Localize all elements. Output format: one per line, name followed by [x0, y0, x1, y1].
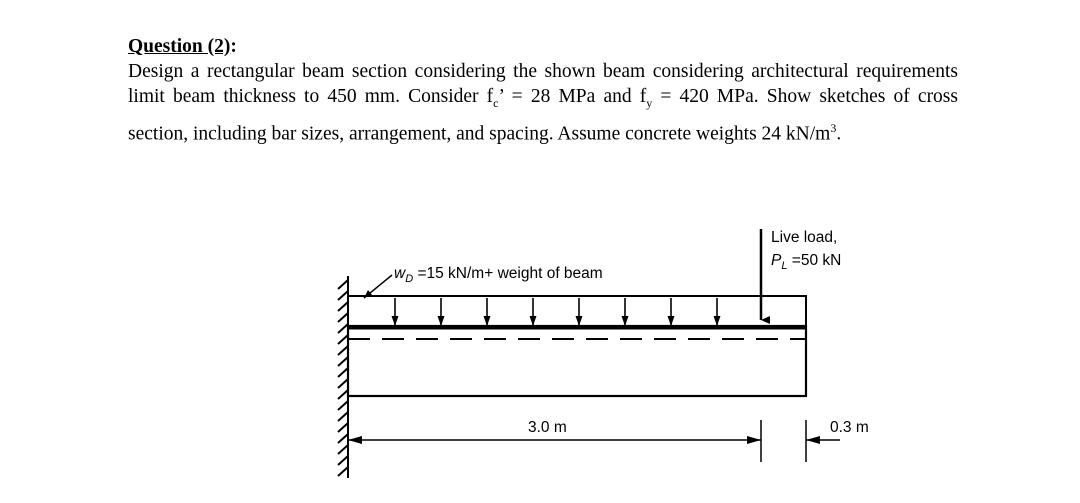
hatch-mark	[338, 313, 348, 322]
hatch-mark	[338, 445, 348, 454]
hatch-mark	[338, 346, 348, 355]
hatch-mark	[338, 456, 348, 465]
hatch-mark	[338, 423, 348, 432]
hatch-mark	[338, 390, 348, 399]
hatch-mark	[338, 434, 348, 443]
hatch-mark	[338, 412, 348, 421]
udl-arrowhead	[392, 316, 399, 326]
live-load-symbol: P	[771, 252, 782, 269]
hatch-mark	[338, 467, 348, 476]
udl-arrowhead	[622, 316, 629, 326]
udl-arrowhead	[668, 316, 675, 326]
live-load-line1: Live load,	[771, 229, 838, 246]
cubic-superscript: 3	[830, 120, 837, 135]
live-load-subscript: L	[781, 260, 788, 272]
hatch-mark	[338, 302, 348, 311]
question-label-colon: :	[230, 36, 237, 57]
question-label: Question (2)	[128, 36, 231, 57]
question-text-part-1: Design a rectangular beam section considering the shown beam considering architectural requirements limit beam thickness to 450 mm. Consider f	[128, 61, 958, 107]
hatch-mark	[338, 291, 348, 300]
question-text-part-3: = 420 MPa. Show sketches of cross section, including bar sizes, arrangement, and spacing. Assume concrete weights 24 kN/m	[128, 86, 958, 145]
cantilever-label: 0.3 m	[830, 419, 869, 436]
dead-load-symbol: w	[394, 265, 406, 282]
hatch-mark	[338, 368, 348, 377]
udl-arrowhead	[438, 316, 445, 326]
hatch-mark	[338, 335, 348, 344]
fc-subscript: c	[493, 95, 499, 110]
beam-body	[348, 326, 806, 396]
hatch-mark	[338, 324, 348, 333]
distributed-load-arrows	[392, 298, 721, 326]
dead-load-text: =15 kN/m+ weight of beam	[413, 265, 603, 282]
distributed-load-block	[348, 296, 806, 326]
hatch-mark	[338, 357, 348, 366]
udl-arrowhead	[530, 316, 537, 326]
udl-arrowhead	[576, 316, 583, 326]
hatch-mark	[338, 401, 348, 410]
udl-arrowhead	[484, 316, 491, 326]
fy-subscript: y	[646, 95, 653, 110]
fixed-support	[338, 276, 348, 478]
hatch-mark	[338, 280, 348, 289]
hatch-mark	[338, 379, 348, 388]
live-load-text: =50 kN	[787, 252, 842, 269]
live-load-line2	[771, 252, 841, 272]
question-text-part-4: .	[836, 123, 842, 145]
dead-load-label	[394, 265, 603, 285]
dead-load-subscript: D	[405, 273, 414, 285]
udl-arrowhead	[714, 316, 721, 326]
span-label: 3.0 m	[528, 419, 567, 436]
question-text-part-2: ’ = 28 MPa and f	[498, 86, 647, 107]
